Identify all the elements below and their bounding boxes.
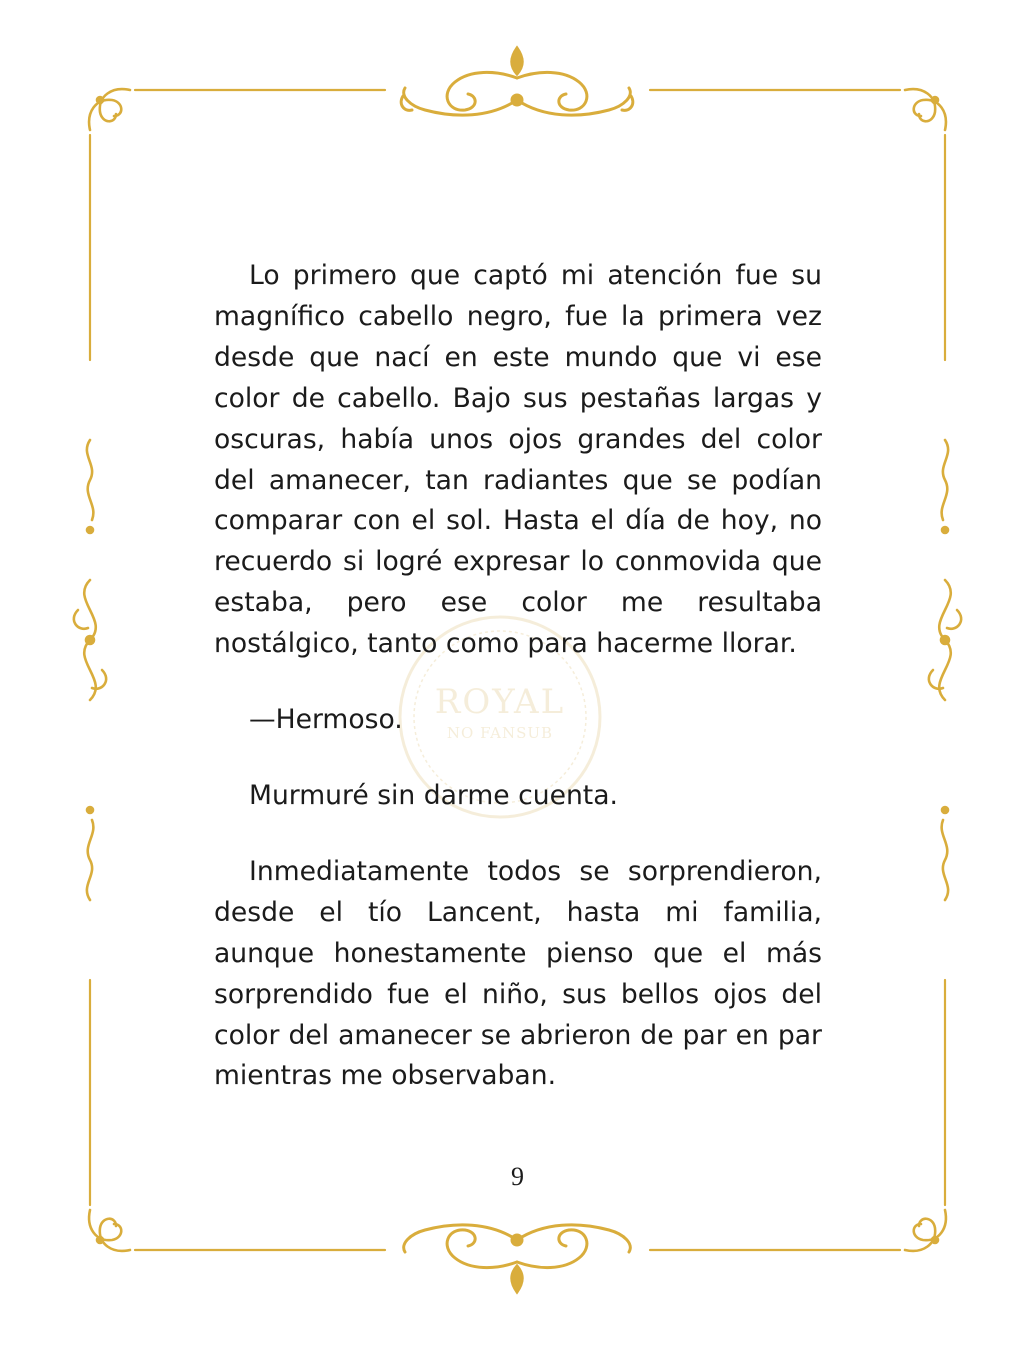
bottom-center-ornament [404,1225,631,1292]
paragraph: Inmediatamente todos se sorprendieron, desde el tío Lancent, hasta mi familia, aunque honestamente pienso que el más sorprendido fue el niño, sus bellos ojos del color del amanecer se abrieron de par en par mientras me observaban. [214,855,822,1092]
paragraph: Murmuré sin darme cuenta. [249,779,618,811]
paragraph: —Hermoso. [249,704,403,736]
right-side-ornament [929,440,961,900]
top-center-ornament [401,48,633,115]
paragraph: Lo primero que captó mi atención fue su magnífico cabello negro, fue la primera vez desde que nací en este mundo que vi ese color de cabello. Bajo sus pestañas largas y oscuras, había unos ojos grandes del color del amanecer, tan radiantes que se podían comparar con el sol. Hasta el día de hoy, no recuerdo si logré expresar lo conmovida que estaba, pero ese color me resultaba nostálgico, tanto como para hacerme llorar. [214,260,822,660]
page-number: 9 [511,1162,524,1191]
left-side-ornament [74,440,106,900]
body-text [214,256,822,1097]
watermark-title: ROYAL [434,682,566,722]
watermark-subtitle: NO FANSUB [446,724,554,742]
